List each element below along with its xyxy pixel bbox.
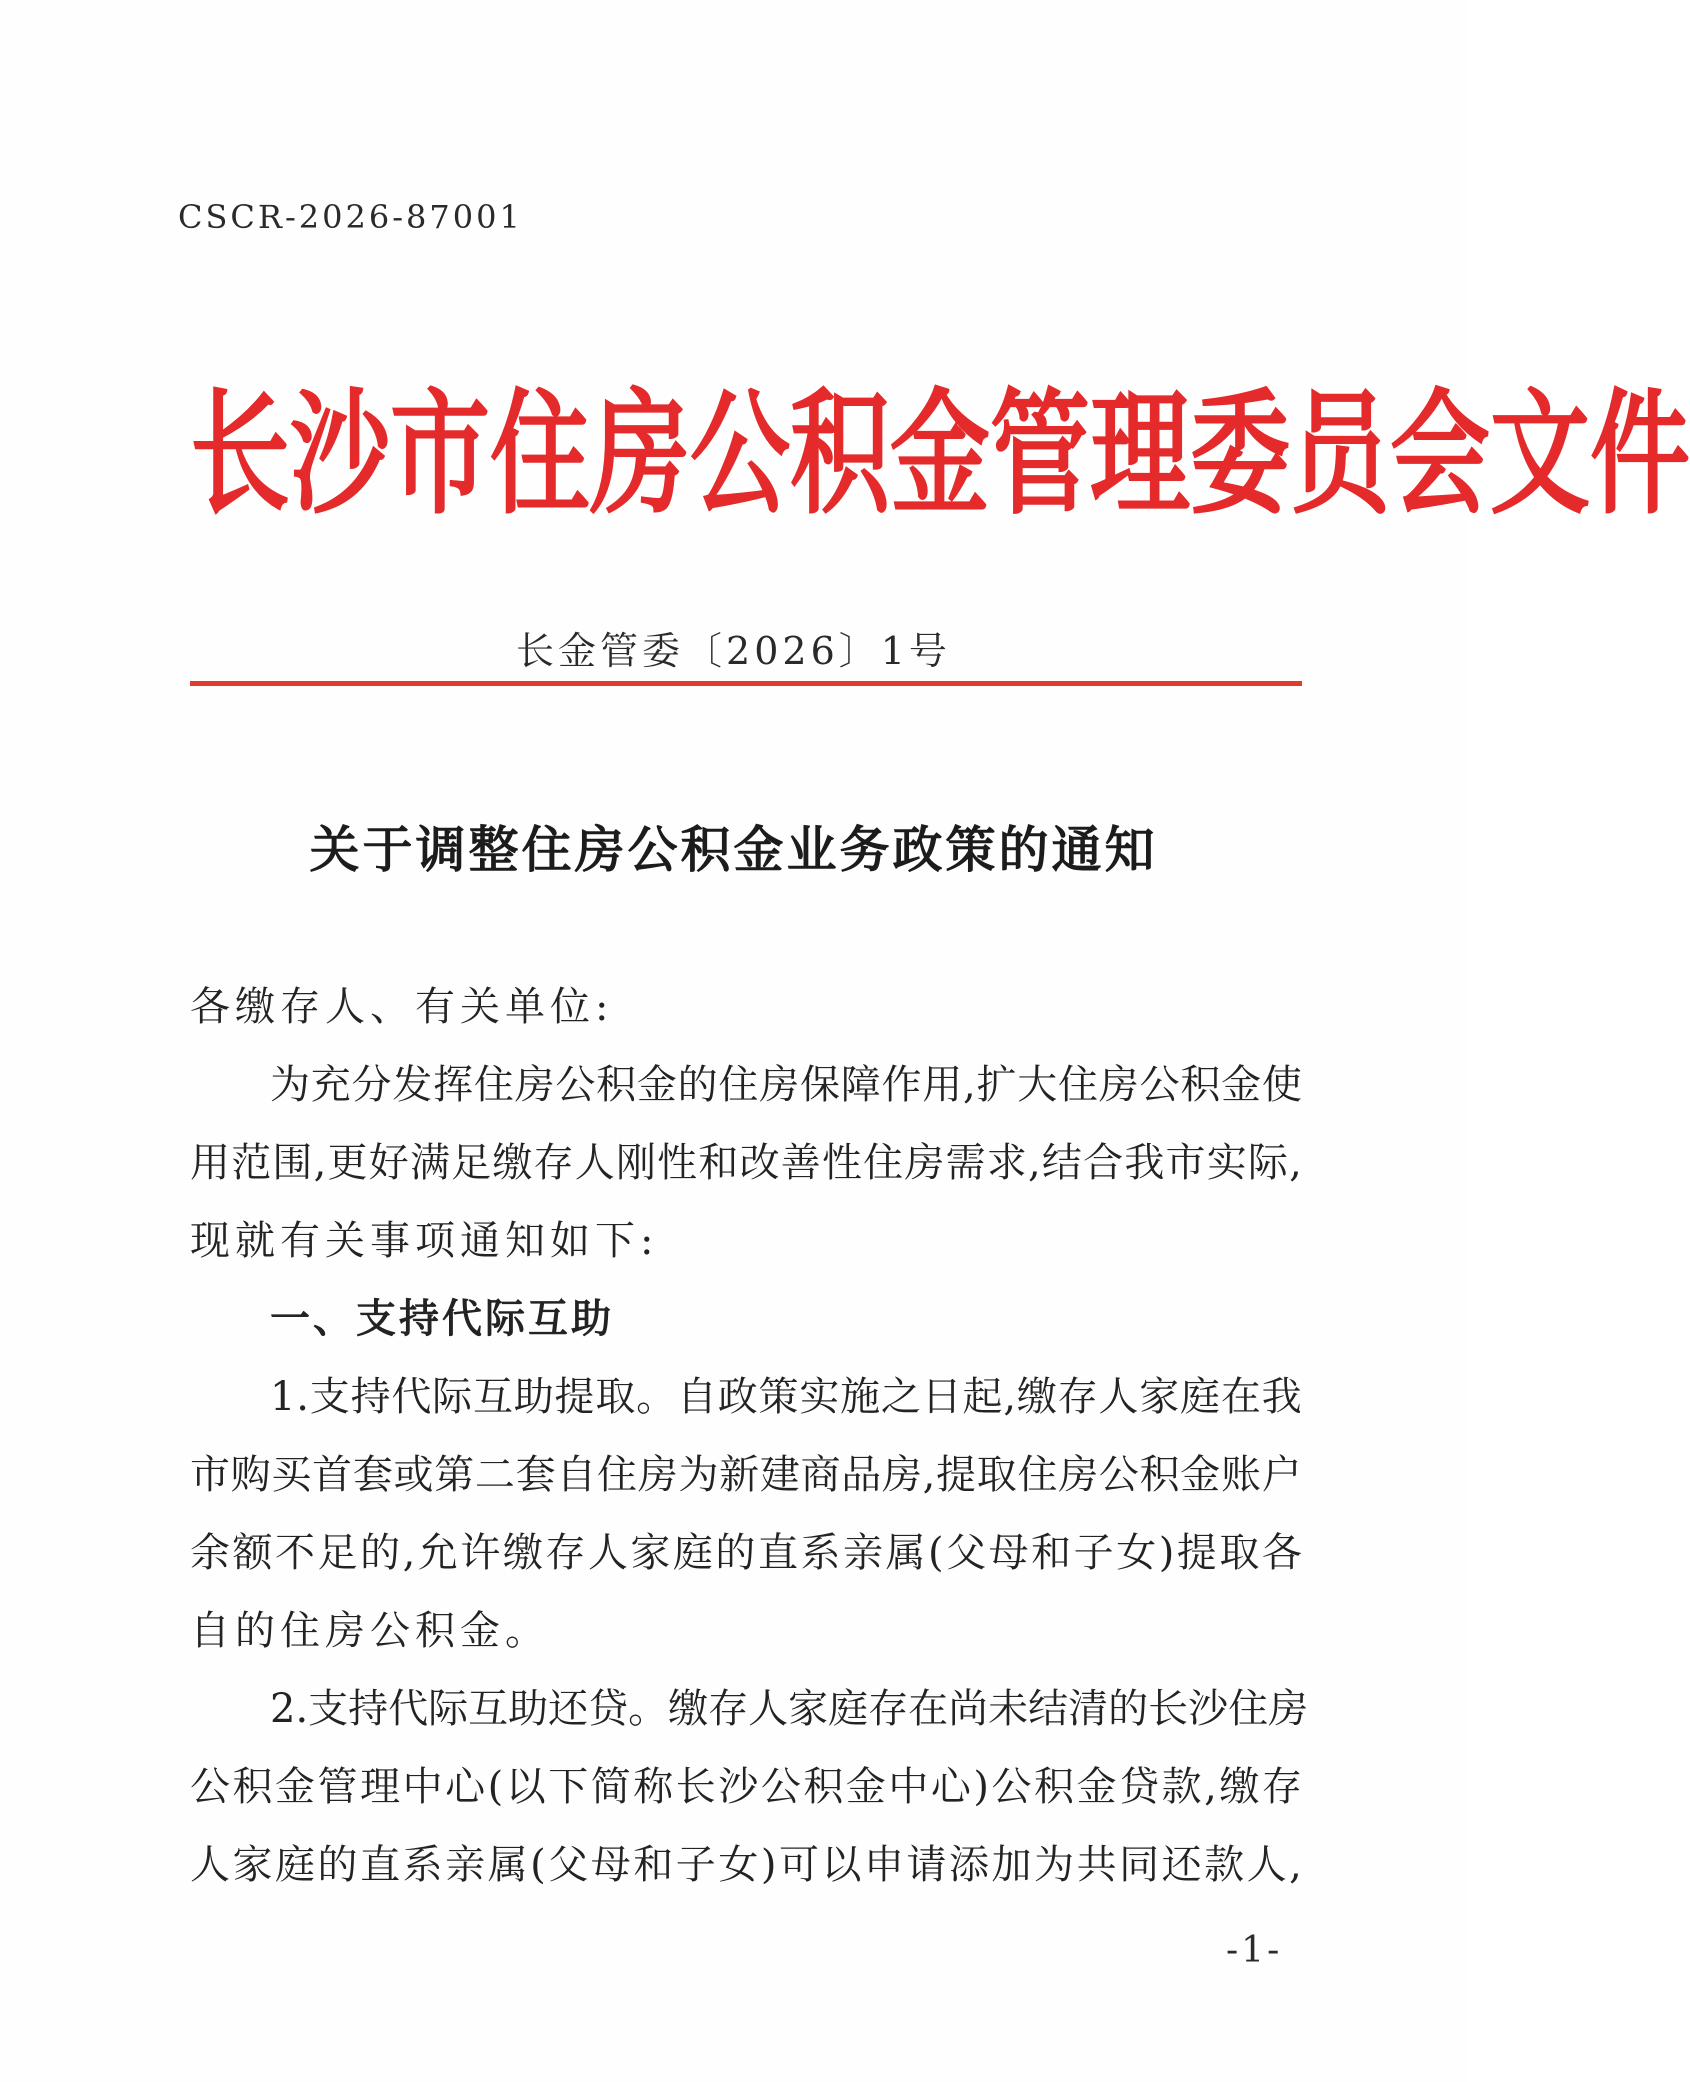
paragraph-line: 为 充 分 发 挥 住 房 公 积 金 的 住 房 保 障 作 用 , 扩 大 住 房 公 积 金 使 [270, 1062, 1302, 1108]
section-heading: 一、支持代际互助 [270, 1296, 614, 1342]
document-number: 长金管委〔2026〕1号 [516, 629, 951, 673]
paragraph-line: 2 . 支 持 代 际 互 助 还 贷 。 缴 存 人 家 庭 存 在 尚 未 结 清 的 长 沙 住 房 [270, 1686, 1309, 1732]
document-code: CSCR-2026-87001 [178, 198, 523, 236]
paragraph-line: 余 额 不 足 的 , 允 许 缴 存 人 家 庭 的 直 系 亲 属 ( 父 母 和 子 女 ) 提 取 各 [190, 1530, 1302, 1576]
paragraph-line: 自的住房公积金。 [190, 1608, 550, 1654]
document-title: 关于调整住房公积金业务政策的通知 [309, 820, 1158, 879]
page-number: -1- [1226, 1930, 1283, 1971]
paragraph-line: 人 家 庭 的 直 系 亲 属 ( 父 母 和 子 女 ) 可 以 申 请 添 加 为 共 同 还 款 人 , [190, 1842, 1302, 1888]
document-body [190, 968, 1309, 1904]
paragraph-line: 现就有关事项通知如下: [190, 1218, 659, 1264]
paragraph-line: 市 购 买 首 套 或 第 二 套 自 住 房 为 新 建 商 品 房 , 提 取 住 房 公 积 金 账 户 [190, 1452, 1302, 1498]
paragraph-line: 用 范 围 , 更 好 满 足 缴 存 人 刚 性 和 改 善 性 住 房 需 求 , 结 合 我 市 实 际 , [190, 1140, 1302, 1186]
paragraph-line: 公 积 金 管 理 中 心 ( 以 下 简 称 长 沙 公 积 金 中 心 ) 公 积 金 贷 款 , 缴 存 [190, 1764, 1302, 1810]
masthead: 长 沙 市 住 房 公 积 金 管 理 委 员 会 文 件 [190, 375, 1690, 534]
red-divider-line [190, 681, 1302, 686]
salutation: 各缴存人、有关单位: [190, 984, 614, 1030]
paragraph-line: 1 . 支 持 代 际 互 助 提 取 。 自 政 策 实 施 之 日 起 , 缴 存 人 家 庭 在 我 [270, 1374, 1302, 1420]
